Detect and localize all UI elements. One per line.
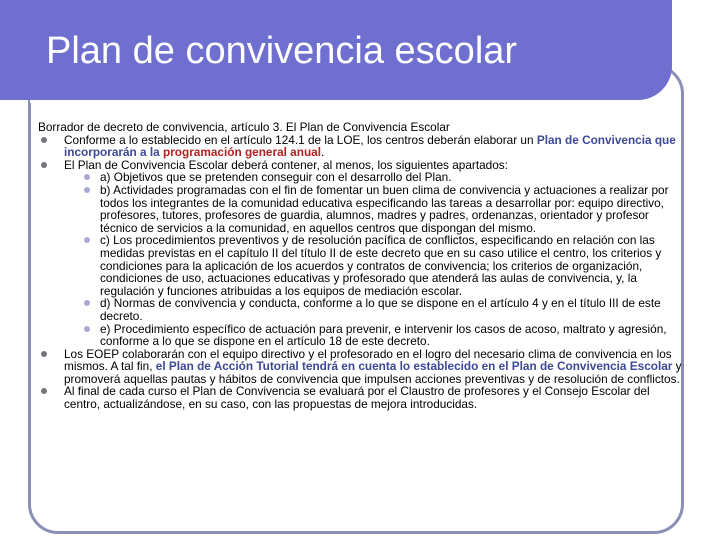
section-heading: Borrador de decreto de convivencia, artículo 3. El Plan de Convivencia Escolar xyxy=(38,120,450,134)
bullet-icon xyxy=(84,187,90,193)
item-text: a) Objetivos que se pretenden conseguir con el desarrollo del Plan. xyxy=(100,170,452,185)
emphasis-text: programación general anual xyxy=(163,145,321,160)
bullet-icon xyxy=(41,137,47,143)
item-text: e) Procedimiento específico de actuación para prevenir, e intervenir los casos de acoso, maltrato y agresión, conforme a lo que se dispone en el artículo 18 de este decreto. xyxy=(100,321,667,349)
bullet-icon xyxy=(41,388,47,394)
bullet-icon xyxy=(84,300,90,306)
item-text: Al final de cada curso el Plan de Convivencia se evaluará por el Claustro de profesores y el Consejo Escolar del centro, actualizándose, en su caso, con las propuestas de mejora introducidas. xyxy=(64,384,650,412)
sub-list-item xyxy=(38,234,686,297)
bullet-icon xyxy=(41,162,47,168)
item-text: b) Actividades programadas con el fin de fomentar un buen clima de convivencia y actuaciones a realizar por todos los integrantes de la comunidad educativa especificando las tareas a desarrollar por: equipo directivo, profesores, tutores, profesores de guardia, alumnos, madres y padres, ordenanzas, orientador y profesor técnico de servicios a la comunidad, en aquellos centros que dispongan del mismo. xyxy=(100,182,669,235)
bullet-icon xyxy=(41,351,47,357)
bullet-icon xyxy=(84,237,90,243)
page-title: Plan de convivencia escolar xyxy=(46,30,518,72)
sub-list-item xyxy=(38,297,686,322)
item-text: d) Normas de convivencia y conducta, conforme a lo que se dispone en el artículo 4 y en el título III de este decreto. xyxy=(100,296,661,323)
emphasis-text: el Plan de Acción Tutorial tendrá en cuenta lo establecido en el Plan de Convivencia Escolar xyxy=(155,359,673,374)
list-item xyxy=(38,385,686,410)
title-underline xyxy=(30,100,638,103)
item-text: Conforme a lo establecido en el artículo 124.1 de la LOE, los centros deberán elaborar un xyxy=(64,132,537,147)
item-text: c) Los procedimientos preventivos y de resolución pacífica de conflictos, especificando en relación con las medidas previstas en el capítulo II del título II de este decreto que en su caso utilice el centro, los criterios y condiciones para la aplicación de los acuerdos y contratos de convivencia; los criterios de organización, condiciones de uso, actuaciones educativas y profesorado que atenderá las aulas de convivencia, y, la regulación y funciones atribuidas a los equipos de mediación escolar. xyxy=(100,233,662,298)
sub-list-item xyxy=(38,323,686,348)
emphasis-text: Plan de Convivencia que incorporarán a la xyxy=(64,132,676,160)
sub-list-item xyxy=(38,184,686,234)
bullet-icon xyxy=(84,174,90,180)
title-band xyxy=(0,0,672,100)
list-item xyxy=(38,134,686,159)
item-text: y promoverá aquellas pautas y hábitos de convivencia que impulsen acciones preventivas y de resolución de conflictos. xyxy=(64,359,682,386)
item-text: . xyxy=(321,145,325,160)
item-text: Los EOEP colaborarán con el equipo directivo y el profesorado en el logro del necesario clima de convivencia en los mismos. A tal fin, xyxy=(64,346,672,374)
item-text: El Plan de Convivencia Escolar deberá contener, al menos, los siguientes apartados: xyxy=(64,157,508,172)
list-item xyxy=(38,348,686,386)
bullet-icon xyxy=(84,326,90,332)
slide-body xyxy=(38,121,686,411)
